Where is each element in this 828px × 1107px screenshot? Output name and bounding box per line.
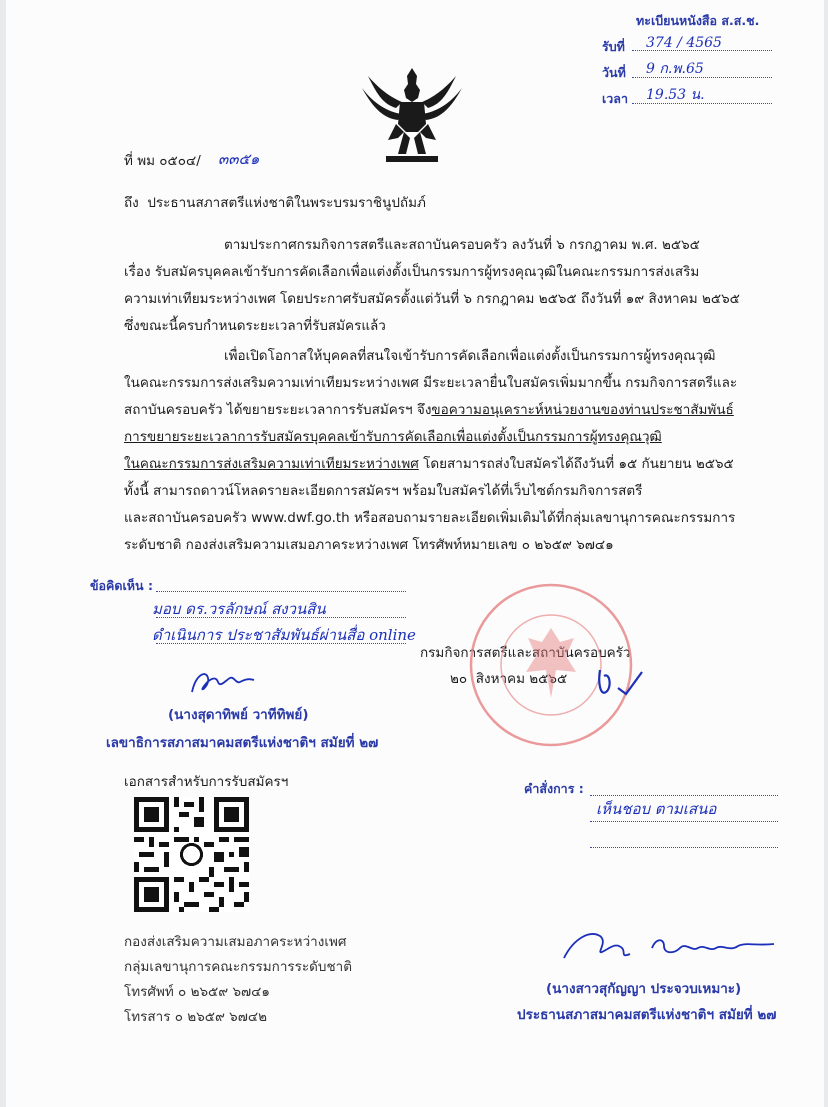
sender-month-year: สิงหาคม ๒๕๖๕ <box>475 671 568 687</box>
registry-date-label: วันที่ <box>602 65 626 80</box>
para2-line1: เพื่อเปิดโอกาสให้บุคคลที่สนใจเข้ารับการคัดเลือกเพื่อแต่งตั้งเป็นกรรมการผู้ทรงคุณวุฒิ <box>224 348 716 364</box>
para2-line5 <box>124 455 734 473</box>
para2-line4: การขยายระยะเวลาการรับสมัครบุคคลเข้ารับการคัดเลือกเพื่อแต่งตั้งเป็นกรรมการผู้ทรงคุณวุฒิ <box>124 429 662 445</box>
para1-line4: ซึ่งขณะนี้ครบกำหนดระยะเวลาที่รับสมัครแล้ว <box>124 318 386 334</box>
doc-number-label: ที่ พม ๐๕๐๔/ <box>124 153 201 169</box>
qr-code-icon[interactable] <box>134 797 249 912</box>
right-signer-title: ประธานสภาสมาคมสตรีแห่งชาติฯ สมัยที่ ๒๗ <box>517 1007 777 1023</box>
garuda-emblem-icon <box>358 62 466 168</box>
para2-line3-a: สถาบันครอบครัว ได้ขยายระยะเวลาการรับสมัครฯ จึง <box>124 402 432 418</box>
recipient-name: ประธานสภาสตรีแห่งชาติในพระบรมราชินูปถัมภ์ <box>147 195 426 211</box>
registry-number-label: รับที่ <box>602 39 625 54</box>
right-signature-icon <box>560 924 780 974</box>
doc-number-handwritten: ๓๓๕๑ <box>218 150 260 168</box>
registry-date-value: 9 ก.พ.65 <box>646 61 704 77</box>
right-signer-name: (นางสาวสุกัญญา ประจวบเหมาะ) <box>546 981 742 997</box>
para2-line2: ในคณะกรรมการส่งเสริมความเท่าเทียมระหว่างเพศ มีระยะเวลายื่นใบสมัครเพิ่มมากขึ้น กรมกิจการสตรีและ <box>124 375 738 391</box>
para1-line1: ตามประกาศกรมกิจการสตรีและสถาบันครอบครัว ลงวันที่ ๖ กรกฎาคม พ.ศ. ๒๕๖๕ <box>224 237 700 253</box>
recipient-label: ถึง <box>124 195 139 211</box>
order-handwritten: เห็นชอบ ตามเสนอ <box>596 800 717 818</box>
comment-line-0 <box>156 591 406 592</box>
para1-line2: เรื่อง รับสมัครบุคคลเข้ารับการคัดเลือกเพื่อแต่งตั้งเป็นกรรมการผู้ทรงคุณวุฒิในคณะกรรมการส่งเสริม <box>124 264 700 280</box>
sender-day: ๒๐ <box>450 671 468 687</box>
recipient-line <box>124 194 426 212</box>
para2-line3-b: ขอความอนุเคราะห์หน่วยงานของท่านประชาสัมพันธ์ <box>431 402 734 418</box>
registry-stamp-title: ทะเบียนหนังสือ ส.ส.ช. <box>636 13 760 28</box>
para2-line8: ระดับชาติ กองส่งเสริมความเสมอภาคระหว่างเพศ โทรศัพท์หมายเลข ๐ ๒๖๕๙ ๖๗๔๑ <box>124 537 614 553</box>
para2-line3 <box>124 401 734 419</box>
left-signer-name: (นางสุดาทิพย์ วาทีทิพย์) <box>168 707 309 723</box>
document-page <box>6 0 824 1107</box>
contact-fax: โทรสาร ๐ ๒๖๕๙ ๖๗๔๒ <box>124 1009 267 1025</box>
registry-time-label: เวลา <box>602 91 628 106</box>
initial-check-icon <box>592 662 648 702</box>
comment-handwritten-2: ดำเนินการ ประชาสัมพันธ์ผ่านสื่อ online <box>152 626 416 644</box>
para2-line6: ทั้งนี้ สามารถดาวน์โหลดรายละเอียดการสมัครฯ พร้อมใบสมัครได้ที่เว็บไซต์กรมกิจการสตรี <box>124 483 643 499</box>
order-line-2 <box>590 847 778 848</box>
sender-org: กรมกิจการสตรีและสถาบันครอบครัว <box>420 645 631 661</box>
left-signature-icon <box>186 664 260 700</box>
comment-label: ข้อคิดเห็น : <box>90 578 153 593</box>
para1-line3: ความเท่าเทียมระหว่างเพศ โดยประกาศรับสมัครตั้งแต่วันที่ ๖ กรกฎาคม ๒๕๖๕ ถึงวันที่ ๑๙ สิงหาคม ๒๕๖๕ <box>124 291 740 307</box>
order-label: คำสั่งการ : <box>524 781 584 796</box>
contact-division: กองส่งเสริมความเสมอภาคระหว่างเพศ <box>124 934 347 950</box>
contact-phone: โทรศัพท์ ๐ ๒๖๕๙ ๖๗๔๑ <box>124 984 270 1000</box>
para2-line7: และสถาบันครอบครัว www.dwf.go.th หรือสอบถามรายละเอียดเพิ่มเติมได้ที่กลุ่มเลขานุการคณะกรรมการ <box>124 510 736 526</box>
para2-line5-b: โดยสามารถส่งใบสมัครได้ถึงวันที่ ๑๕ กันยายน ๒๕๖๕ <box>418 456 734 472</box>
para2-line5-a: ในคณะกรรมการส่งเสริมความเท่าเทียมระหว่างเพศ <box>124 456 419 472</box>
registry-time-value: 19.53 น. <box>646 87 705 103</box>
registry-number-value: 374 / 4565 <box>646 35 722 51</box>
application-docs-label: เอกสารสำหรับการรับสมัครฯ <box>124 774 289 790</box>
order-line-0 <box>590 795 778 796</box>
contact-group: กลุ่มเลขานุการคณะกรรมการระดับชาติ <box>124 959 353 975</box>
left-signer-title: เลขาธิการสภาสมาคมสตรีแห่งชาติฯ สมัยที่ ๒๗ <box>106 735 379 751</box>
order-line-1 <box>590 821 778 822</box>
comment-handwritten-1: มอบ ดร.วรลักษณ์ สงวนสิน <box>152 600 326 618</box>
